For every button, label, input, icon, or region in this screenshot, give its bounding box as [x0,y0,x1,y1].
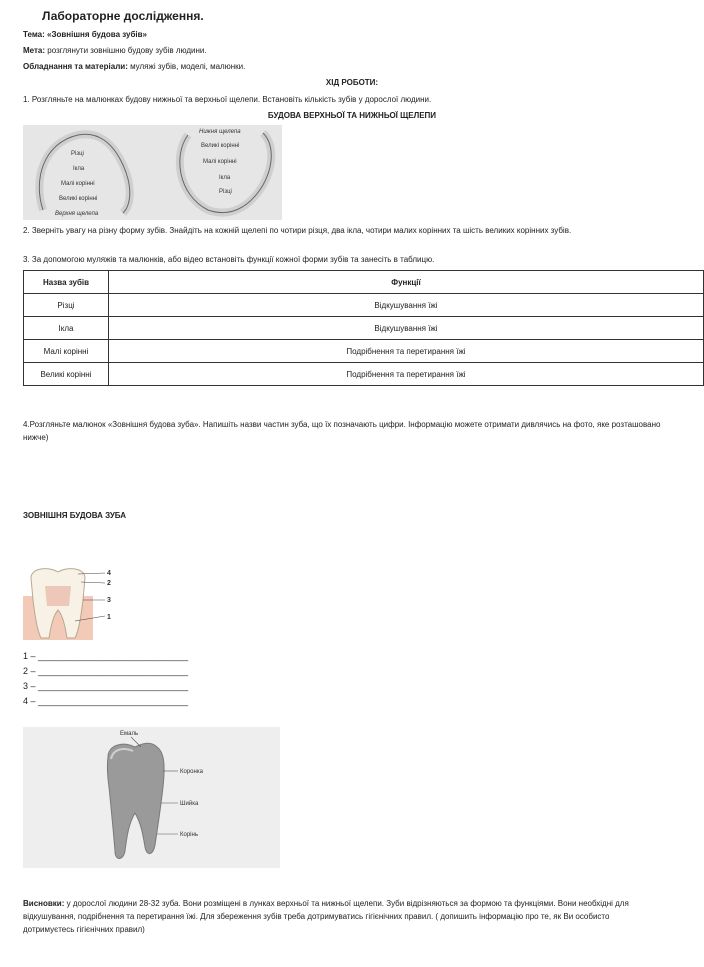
jaw-label-lower-premolars: Малі корінні [203,159,237,165]
big-fig-label-root: Корінь [180,832,198,838]
table-cell-name: Великі корінні [24,363,109,386]
step-3: 3. За допомогою муляжів та малюнків, або відео встановіть функції кожної форми зубів та занесіть в таблицю. [23,255,435,264]
small-tooth-drawing [23,566,115,640]
table-cell-name: Різці [24,294,109,317]
table-cell-function: Відкушування їжі [109,294,704,317]
equipment-line [23,62,245,71]
goal-line [23,46,207,55]
conclusion-label: Висновки: [23,899,65,908]
table-cell-function: Подрібнення та перетирання їжі [109,340,704,363]
big-fig-label-crown: Коронка [180,769,203,775]
large-tooth-figure [23,727,280,868]
topic-line [23,30,147,39]
table-row [24,317,704,340]
answer-line-1: 1 – ______________________________ [23,651,189,661]
table-row [24,340,704,363]
goal-label: Мета: [23,46,46,55]
progress-heading: ХІД РОБОТИ: [325,78,379,87]
conclusion [23,897,651,936]
equipment-label: Обладнання та матеріали: [23,62,128,71]
topic-value: «Зовнішня будова зубів» [47,30,148,39]
table-cell-name: Ікла [24,317,109,340]
answer-line-2: 2 – ______________________________ [23,666,189,676]
jaw-label-lower-incisors: Різці [219,189,232,195]
answer-line-3: 3 – ______________________________ [23,681,189,691]
small-fig-number-1: 1 [107,614,111,621]
jaw-label-lower-molars: Великі корінні [201,143,240,149]
jaw-label-upper-incisors: Різці [71,151,84,157]
big-fig-label-enamel: Емаль [120,731,139,737]
table-row [24,363,704,386]
table-row [24,294,704,317]
step-4: 4.Розгляньте малюнок «Зовнішня будова зуба». Напишіть назви частин зуба, що їх позначають цифри. Інформацію можете отримати дивлячись на фото, яке розташовано нижче) [23,420,661,442]
jaw-label-upper-premolars: Малі корінні [61,181,95,187]
tooth-heading: ЗОВНІШНЯ БУДОВА ЗУБА [23,511,127,520]
jaw-label-lower-canines: Ікла [219,175,231,181]
small-fig-number-4: 4 [107,570,111,577]
jaw-heading: БУДОВА ВЕРХНЬОЇ ТА НИЖНЬОЇ ЩЕЛЕПИ [267,111,437,120]
topic-label: Тема: [23,30,45,39]
jaw-figure [23,125,282,220]
jaw-label-upper-molars: Великі корінні [59,196,98,202]
small-tooth-figure [23,566,115,640]
step-1: 1. Розгляньте на малюнках будову нижньої та верхньої щелепи. Встановіть кількість зубів у дорослої людини. [23,95,432,104]
table-header-row [24,271,704,294]
goal-value: розглянути зовнішню будову зубів людини. [47,46,207,55]
small-fig-number-2: 2 [107,580,111,587]
answer-line-4: 4 – ______________________________ [23,696,189,706]
step-2: 2. Зверніть увагу на різну форму зубів. Знайдіть на кожній щелепі по чотири різця, два ікла, чотири малих корінних та шість великих корінних зубів. [23,226,572,235]
jaw-label-lower-jaw: Нижня щелепа [199,129,241,135]
small-fig-number-3: 3 [107,597,111,604]
table-cell-name: Малі корінні [24,340,109,363]
page-title: Лабораторне дослідження. [42,9,204,23]
table-header-name: Назва зубів [24,271,109,294]
large-tooth-drawing [23,727,280,868]
table-cell-function: Відкушування їжі [109,317,704,340]
teeth-function-table [23,270,704,386]
conclusion-text: у дорослої людини 28-32 зуба. Вони розміщені в лунках верхньої та нижньої щелепи. Зуби відрізняються за формою та функціями. Вони необхідні для відкушування, подрібнення та перетирання їжі. Для збереження зубів треба дотримуватись гігієнічних правил. ( допишить інформацію про те, як Ви особисто дотримуєтесь гігієнічних правил) [23,899,629,934]
equipment-value: муляжі зубів, моделі, малюнки. [130,62,246,71]
jaw-drawing [23,125,282,220]
jaw-label-upper-jaw: Верхня щелепа [55,211,99,217]
big-fig-label-neck: Шийка [180,801,199,807]
table-cell-function: Подрібнення та перетирання їжі [109,363,704,386]
jaw-label-upper-canines: Ікла [73,166,85,172]
table-header-function: Функції [109,271,704,294]
